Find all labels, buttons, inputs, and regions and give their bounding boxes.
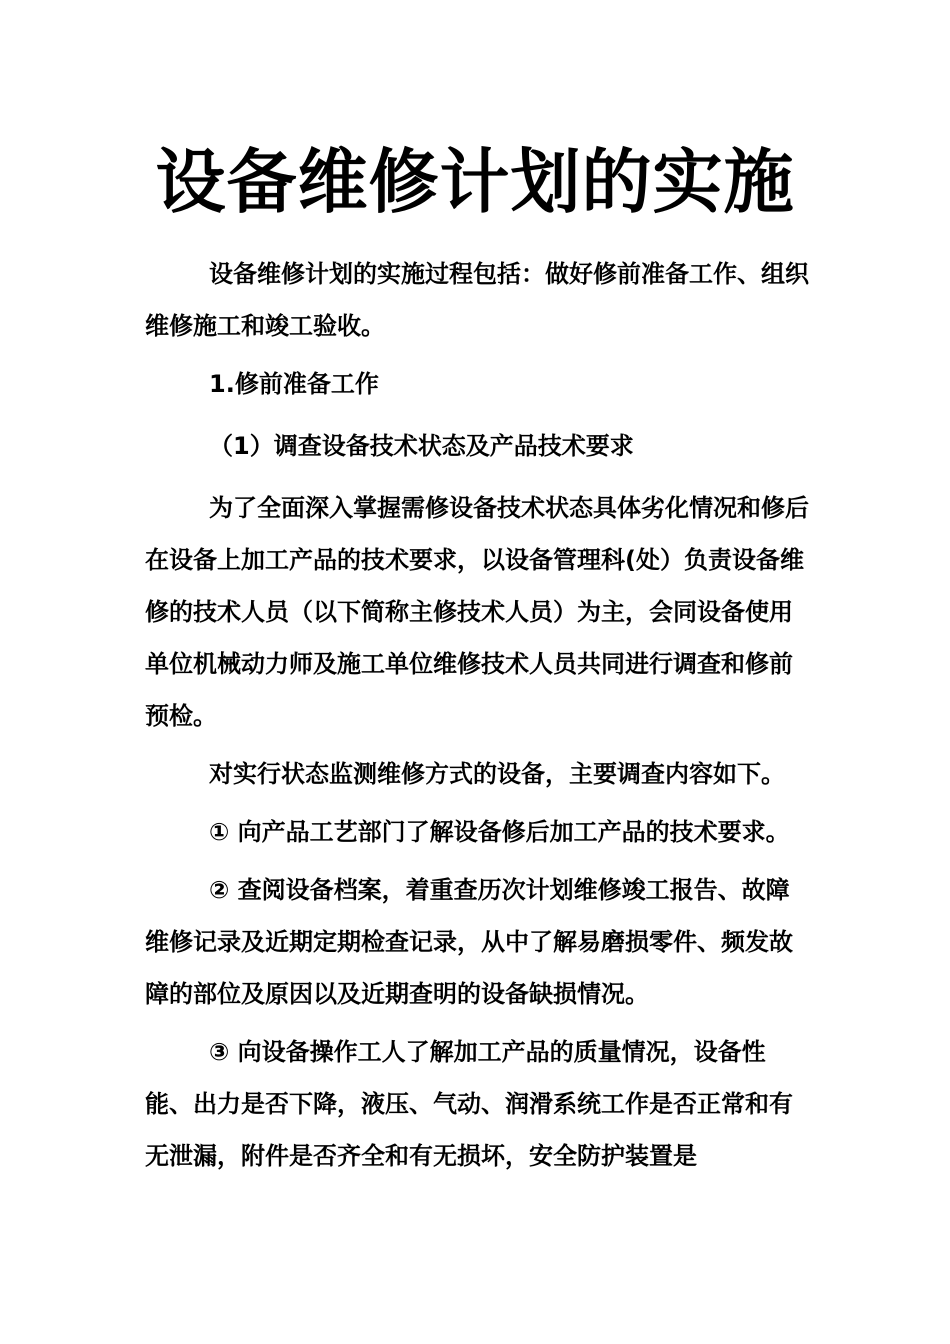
list-item-2: ② 查阅设备档案，着重查历次计划维修竣工报告、故障维修记录及近期定期检查记录，从中了解易磨损零件、频发故障的部位及原因以及近期查明的设备缺损情况。 xyxy=(145,876,793,1008)
list-item-3: ③ 向设备操作工人了解加工产品的质量情况，设备性能、出力是否下降，液压、气动、润滑系统工作是否正常和有无泄漏，附件是否齐全和有无损坏，安全防护装置是 xyxy=(145,1038,793,1170)
paragraph-intro: 设备维修计划的实施过程包括：做好修前准备工作、组织维修施工和竣工验收。 xyxy=(145,260,809,340)
document-title: 设备维修计划的实施 xyxy=(155,140,795,223)
subsection-heading: （1）调查设备技术状态及产品技术要求 xyxy=(209,432,634,460)
document-body xyxy=(145,248,813,1188)
paragraph-monitoring: 对实行状态监测维修方式的设备，主要调查内容如下。 xyxy=(209,760,785,788)
list-item-1: ① 向产品工艺部门了解设备修后加工产品的技术要求。 xyxy=(209,818,790,846)
section-heading: 1.修前准备工作 xyxy=(209,370,379,398)
paragraph-survey: 为了全面深入掌握需修设备技术状态具体劣化情况和修后在设备上加工产品的技术要求，以设备管理科(处）负责设备维修的技术人员（以下简称主修技术人员）为主，会同设备使用单位机械动力师及施工单位维修技术人员共同进行调查和修前预检。 xyxy=(145,494,809,730)
